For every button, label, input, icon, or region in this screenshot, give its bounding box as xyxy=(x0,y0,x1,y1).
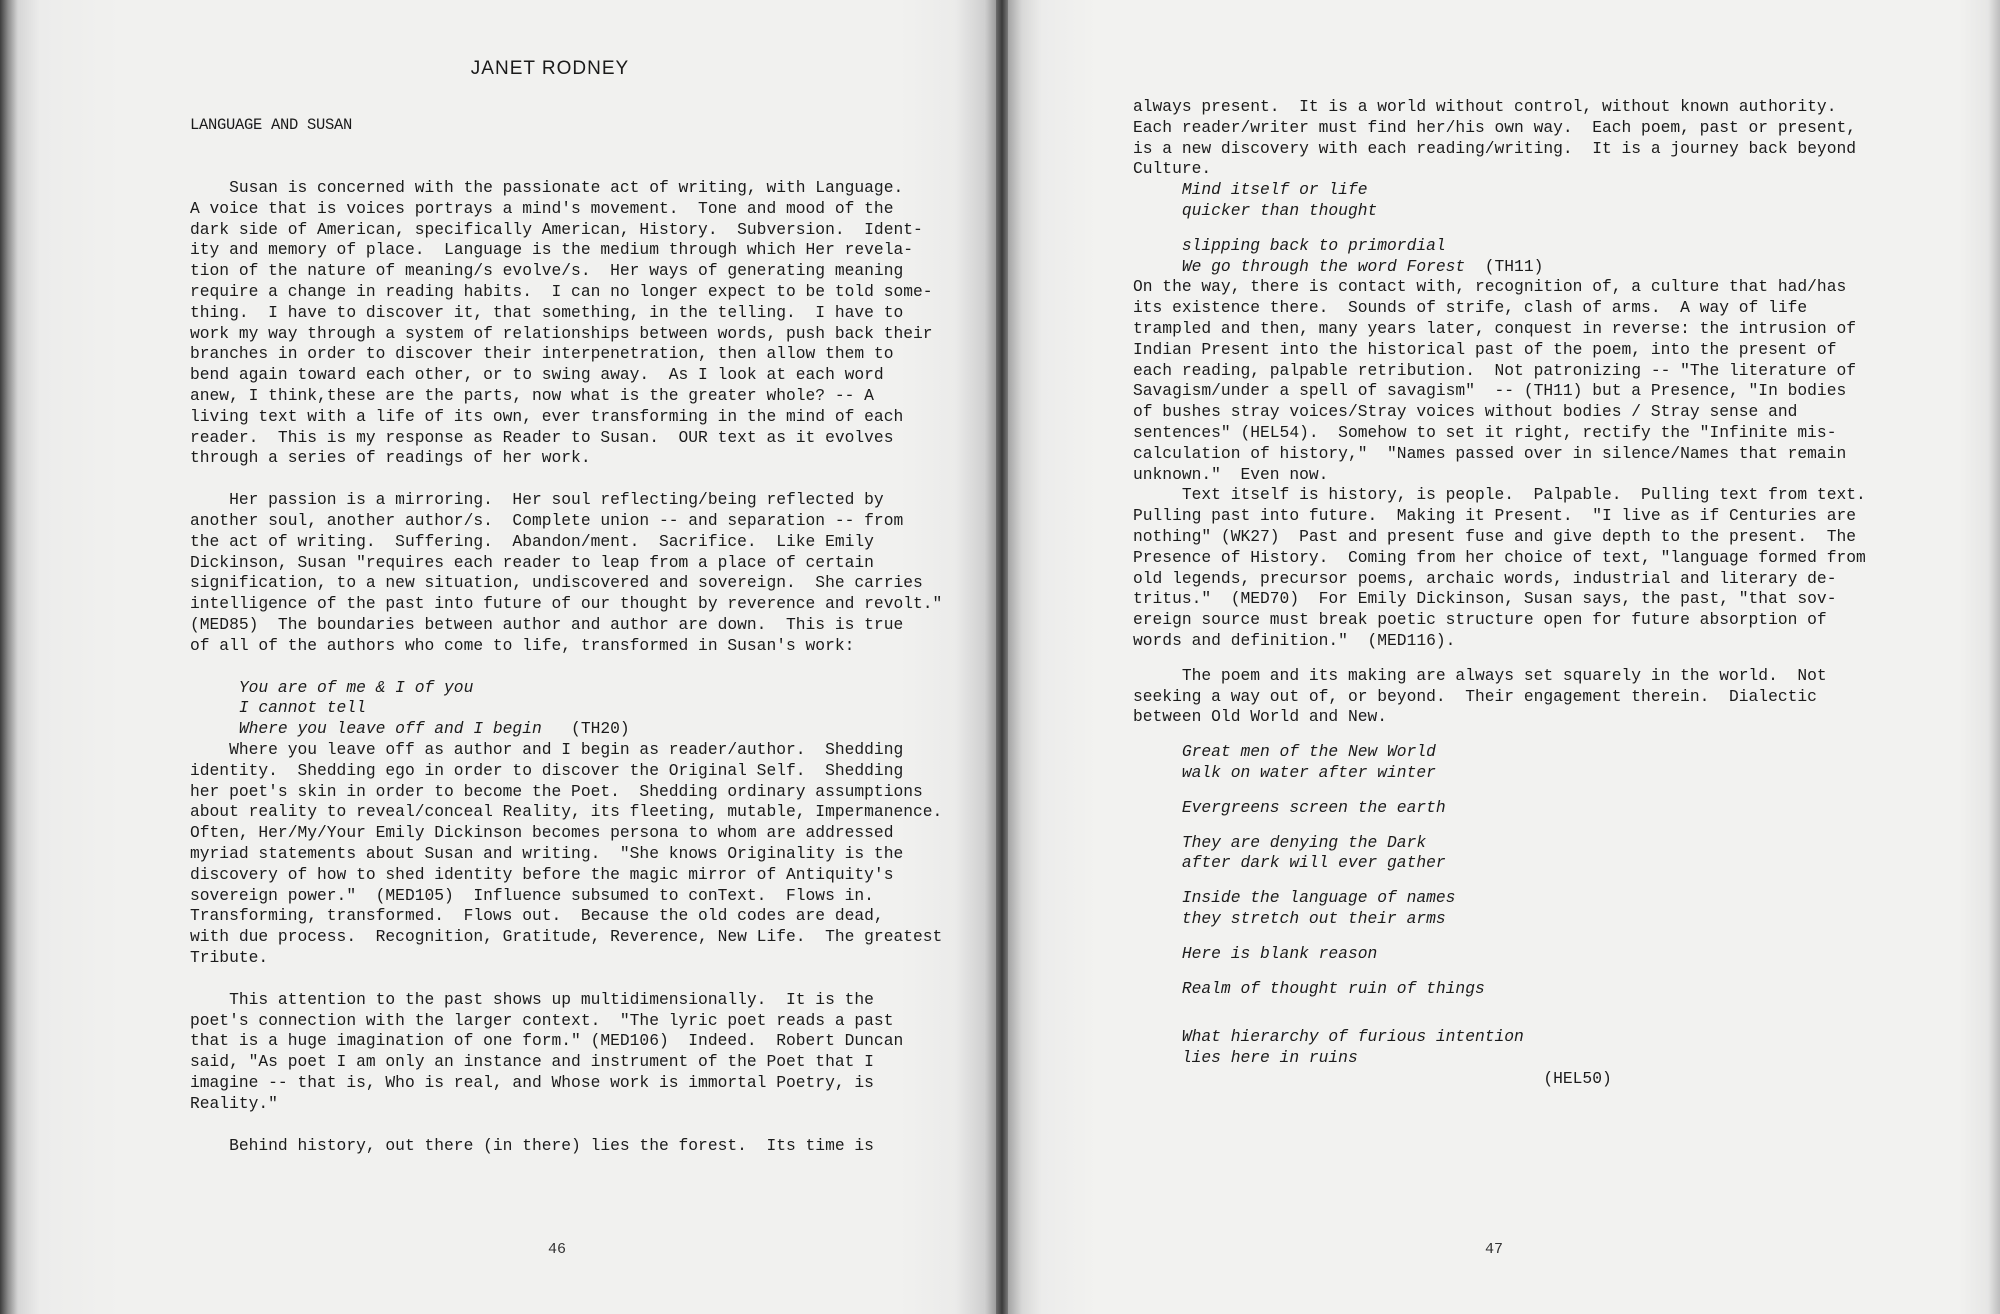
text-line: each reading, palpable retribution. Not patronizing -- "The literature of xyxy=(1133,360,1857,380)
poem-quote-line: They are denying the Dark xyxy=(1133,832,1427,852)
left-page xyxy=(0,0,996,1314)
poem-quote-line: Where you leave off and I begin (TH20) xyxy=(190,719,630,739)
text-line: sentences" (HEL54). Somehow to set it right, rectify the "Infinite mis- xyxy=(1133,423,1837,442)
text-line: Pulling past into future. Making it Present. "I live as if Centuries are xyxy=(1133,506,1857,526)
text-line: of bushes stray voices/Stray voices without bodies / Stray sense and xyxy=(1133,402,1798,422)
poem-quote-line: I cannot tell xyxy=(190,698,366,718)
text-line: anew, I think,these are the parts, now what is the greater whole? -- A xyxy=(190,386,874,405)
text-line: (HEL50) xyxy=(1133,1069,1612,1088)
text-line: Reality." xyxy=(190,1093,278,1113)
poem-quote-line: What hierarchy of furious intention xyxy=(1133,1027,1524,1047)
page-number-left: 46 xyxy=(548,1241,567,1258)
text-line: Tribute. xyxy=(190,948,269,967)
text-line: about reality to reveal/conceal Reality, its fleeting, mutable, Impermanence. xyxy=(190,802,943,822)
text-line: Culture. xyxy=(1133,159,1212,179)
poem-quote-line: walk on water after winter xyxy=(1133,763,1436,782)
text-line: Behind history, out there (in there) lies the forest. Its time is xyxy=(190,1135,874,1155)
text-line: On the way, there is contact with, recognition of, a culture that had/has xyxy=(1133,277,1847,297)
citation: (TH11) xyxy=(1465,256,1544,276)
text-line: Susan is concerned with the passionate act of writing, with Language. xyxy=(190,178,904,197)
text-line: dark side of American, specifically American, History. Subversion. Ident- xyxy=(190,219,923,239)
text-line: myriad statements about Susan and writing. "She knows Originality is the xyxy=(190,844,904,863)
poem-quote-line: Inside the language of names xyxy=(1133,888,1456,908)
text-line: identity. Shedding ego in order to discover the Original Self. Shedding xyxy=(190,760,904,780)
text-line: thing. I have to discover it, that something, in the telling. I have to xyxy=(190,302,904,322)
text-line: tion of the nature of meaning/s evolve/s. Her ways of generating meaning xyxy=(190,261,904,281)
text-line: her poet's skin in order to become the Poet. Shedding ordinary assumptions xyxy=(190,781,923,801)
poem-quote-line: Great men of the New World xyxy=(1133,742,1436,762)
text-line: This attention to the past shows up multidimensionally. It is the xyxy=(190,989,874,1009)
text-line: Often, Her/My/Your Emily Dickinson becomes persona to whom are addressed xyxy=(190,823,894,843)
poem-quote-line: We go through the word Forest (TH11) xyxy=(1133,256,1544,276)
text-line: Presence of History. Coming from her choice of text, "language formed from xyxy=(1133,547,1866,567)
poem-quote-line: after dark will ever gather xyxy=(1133,853,1446,873)
text-line: the act of writing. Suffering. Abandon/ment. Sacrifice. Like Emily xyxy=(190,531,874,551)
text-line: living text with a life of its own, ever transforming in the mind of each xyxy=(190,406,904,426)
text-line: poet's connection with the larger context. "The lyric poet reads a past xyxy=(190,1010,894,1030)
poem-quote-line: You are of me & I of you xyxy=(190,677,474,697)
text-line: Her passion is a mirroring. Her soul reflecting/being reflected by xyxy=(190,490,884,510)
poem-quote-line: Realm of thought ruin of things xyxy=(1133,978,1485,998)
text-line: Text itself is history, is people. Palpable. Pulling text from text. xyxy=(1133,485,1866,505)
poem-quote-line: Evergreens screen the earth xyxy=(1133,797,1446,817)
page-number-right: 47 xyxy=(1485,1241,1504,1258)
text-line: Indian Present into the historical past of the poem, into the present of xyxy=(1133,339,1837,359)
text-line: (MED85) The boundaries between author and author are down. This is true xyxy=(190,615,904,634)
text-line: is a new discovery with each reading/writing. It is a journey back beyond xyxy=(1133,138,1857,158)
text-line: said, "As poet I am only an instance and instrument of the Poet that I xyxy=(190,1052,874,1072)
text-line: always present. It is a world without control, without known authority. xyxy=(1133,97,1837,116)
text-line: Where you leave off as author and I begin as reader/author. Shedding xyxy=(190,740,904,759)
text-line: work my way through a system of relationships between words, push back their xyxy=(190,323,933,343)
poem-quote-line: quicker than thought xyxy=(1133,201,1378,220)
section-title: LANGUAGE AND SUSAN xyxy=(190,116,353,134)
text-line: Each reader/writer must find her/his own way. Each poem, past or present, xyxy=(1133,117,1857,137)
poem-quote-line: they stretch out their arms xyxy=(1133,909,1446,928)
text-line: another soul, another author/s. Complete union -- and separation -- from xyxy=(190,511,904,530)
text-line: words and definition." (MED116). xyxy=(1133,631,1456,650)
text-line: imagine -- that is, Who is real, and Whose work is immortal Poetry, is xyxy=(190,1073,874,1092)
text-line: through a series of readings of her work. xyxy=(190,448,591,468)
text-line: intelligence of the past into future of our thought by reverence and revolt." xyxy=(190,594,943,614)
text-line: tritus." (MED70) For Emily Dickinson, Susan says, the past, "that sov- xyxy=(1133,589,1837,609)
text-line: discovery of how to shed identity before the magic mirror of Antiquity's xyxy=(190,864,894,884)
book-gutter xyxy=(996,0,1008,1314)
text-line: A voice that is voices portrays a mind's movement. Tone and mood of the xyxy=(190,198,894,218)
right-page xyxy=(1008,0,2000,1314)
text-line: sovereign power." (MED105) Influence subsumed to conText. Flows in. xyxy=(190,885,874,905)
text-line: that is a huge imagination of one form." (MED106) Indeed. Robert Duncan xyxy=(190,1031,904,1051)
text-line: ity and memory of place. Language is the medium through which Her revela- xyxy=(190,240,914,260)
text-line: of all of the authors who come to life, transformed in Susan's work: xyxy=(190,635,855,655)
text-line: branches in order to discover their interpenetration, then allow them to xyxy=(190,344,894,364)
text-line: its existence there. Sounds of strife, clash of arms. A way of life xyxy=(1133,298,1808,318)
text-line: Savagism/under a spell of savagism" -- (TH11) but a Presence, "In bodies xyxy=(1133,381,1847,401)
text-line: signification, to a new situation, undiscovered and sovereign. She carries xyxy=(190,573,923,593)
text-line: The poem and its making are always set squarely in the world. Not xyxy=(1133,665,1827,685)
text-line: with due process. Recognition, Gratitude, Reverence, New Life. The greatest xyxy=(190,927,943,947)
running-head: JANET RODNEY xyxy=(470,58,630,79)
text-line: ereign source must break poetic structure open for future absorption of xyxy=(1133,610,1827,630)
text-line: trampled and then, many years later, conquest in reverse: the intrusion of xyxy=(1133,319,1857,338)
text-line: reader. This is my response as Reader to Susan. OUR text as it evolves xyxy=(190,427,894,447)
poem-quote-line: Mind itself or life xyxy=(1133,180,1368,200)
text-line: calculation of history," "Names passed over in silence/Names that remain xyxy=(1133,443,1847,463)
citation: (TH20) xyxy=(541,719,630,739)
poem-quote-line: slipping back to primordial xyxy=(1133,235,1446,255)
text-line: Transforming, transformed. Flows out. Because the old codes are dead, xyxy=(190,906,884,926)
text-line: require a change in reading habits. I can no longer expect to be told some- xyxy=(190,282,933,301)
text-line: seeking a way out of, or beyond. Their engagement therein. Dialectic xyxy=(1133,686,1817,706)
text-line: old legends, precursor poems, archaic words, industrial and literary de- xyxy=(1133,568,1837,588)
text-line: between Old World and New. xyxy=(1133,707,1388,727)
text-line: nothing" (WK27) Past and present fuse and give depth to the present. The xyxy=(1133,527,1857,546)
text-line: unknown." Even now. xyxy=(1133,464,1329,484)
poem-quote-line: lies here in ruins xyxy=(1133,1048,1358,1068)
text-line: Dickinson, Susan "requires each reader to leap from a place of certain xyxy=(190,552,874,572)
poem-quote-line: Here is blank reason xyxy=(1133,943,1378,963)
text-line: bend again toward each other, or to swing away. As I look at each word xyxy=(190,365,884,385)
